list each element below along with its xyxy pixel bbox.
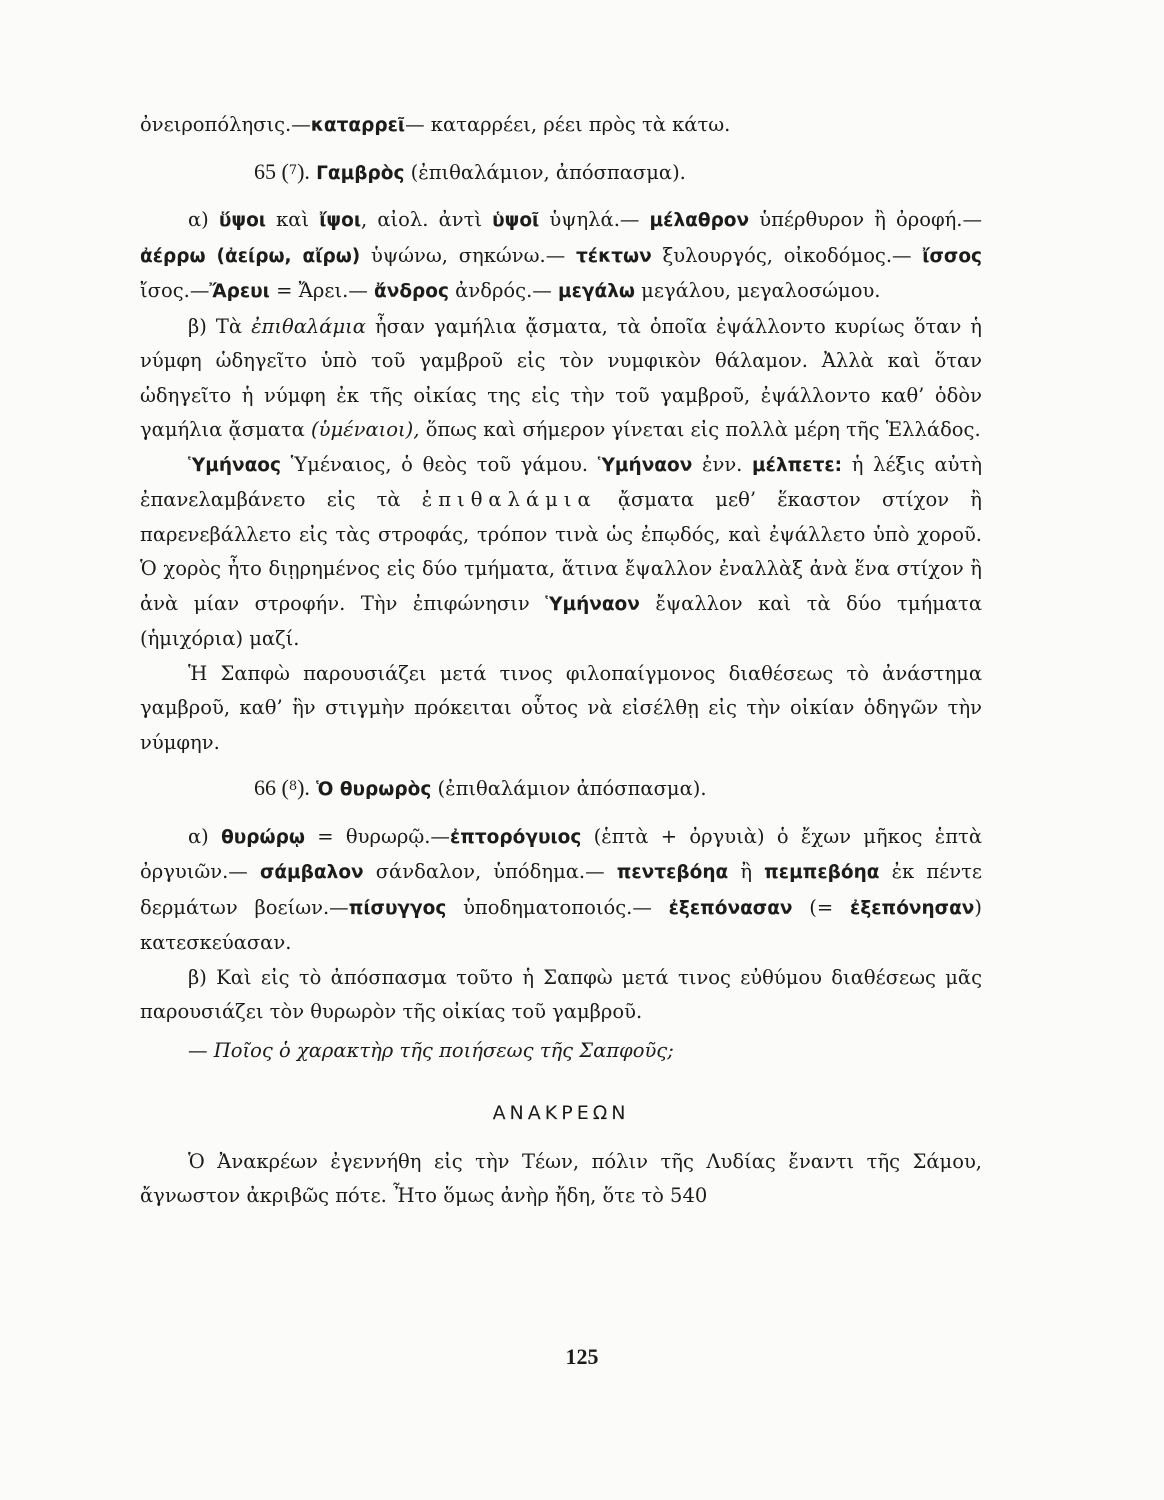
- question: — Ποῖος ὁ χαρακτὴρ τῆς ποιήσεως τῆς Σαπφοῦς;: [188, 1038, 674, 1062]
- entry-heading-65: 65 ($^7$). Γαμβρὸς (ἐπιθαλάμιον, ἀπόσπασμα).: [254, 158, 686, 184]
- entry-title: Γαμβρὸς: [316, 162, 405, 184]
- paragraph-anacreon: Ὁ Ἀνακρέων ἐγεννήθη εἰς τὴν Τέων, πόλιν τῆς Λυδίας ἔναντι τῆς Σάμου, ἄγνωστον ἀκριβῶς πότε. Ἦτο ὅμως ἀνὴρ ἤδη, ὅτε τὸ 540: [140, 1149, 982, 1207]
- paragraph-65a: α) ὕψοι καὶ ἴψοι, αἰολ. ἀντὶ ὑψοῖ ὑψηλά.— μέλαθρον ὑπέρθυρον ἢ ὀροφή.—ἀέρρω (ἀείρω, αἴρω) ὑψώνω, σηκώνω.— τέκτων ξυλουργός, οἰκοδόμος.— ἴσσος ἴσος.—Ἄρευι = Ἄρει.— ἄνδρος ἀνδρός.— μεγάλω μεγάλου, μεγαλοσώμου.: [140, 208, 982, 302]
- paragraph-66a: α) θυρώρῳ = θυρωρῷ.—ἐπτορόγυιος (ἑπτὰ + ὀργυιὰ) ὁ ἔχων μῆκος ἑπτὰ ὀργυιῶν.— σάμβαλον σάνδαλον, ὑπόδημα.— πεντεβόηα ἢ πεμπεβόηα ἐκ πέντε δερμάτων βοείων.—πίσυγγος ὑποδηματοποιός.— ἐξεπόνασαν (= ἐξεπόνησαν) κατεσκεύασαν.: [140, 824, 983, 954]
- term: καταρρεῖ: [310, 115, 406, 136]
- entry-heading-66: 66 ($^8$). Ὁ θυρωρὸς (ἐπιθαλάμιον ἀπόσπασμα).: [254, 775, 707, 800]
- entry-title: Ὁ θυρωρὸς: [316, 779, 432, 800]
- paragraph-65b: β) Τὰ ἐπιθαλάμια ἦσαν γαμήλια ᾄσματα, τὰ ὁποῖα ἐψάλλοντο κυρίως ὅταν ἡ νύμφη ὡδηγεῖτο ὑπὸ τοῦ γαμβροῦ εἰς τὸν νυμφικὸν θάλαμον. Ἀλλὰ καὶ ὅταν ὡδηγεῖτο ἡ νύμφη ἐκ τῆς οἰκίας της εἰς τὴν τοῦ γαμβροῦ, ἐψάλλοντο καθ’ ὁδὸν γαμήλια ᾄσματα (ὑμέναιοι), ὅπως καὶ σήμερον γίνεται εἰς πολλὰ μέρη τῆς Ἑλλάδος.: [140, 314, 982, 441]
- paragraph-intro: ὀνειροπόλησις.—καταρρεῖ— καταρρέει, ρέει πρὸς τὰ κάτω.: [140, 113, 731, 136]
- page-number: 125: [565, 1344, 599, 1369]
- section-title: ΑΝΑΚΡΕΩΝ: [492, 1102, 630, 1124]
- paragraph-66b: β) Καὶ εἰς τὸ ἀπόσπασμα τοῦτο ἡ Σαπφὼ μετά τινος εὐθύμου διαθέσεως μᾶς παρουσιάζει τὸν θυρωρὸν τῆς οἰκίας τοῦ γαμβροῦ.: [140, 965, 982, 1023]
- paragraph-65c: Ὑμήναος Ὑμέναιος, ὁ θεὸς τοῦ γάμου. Ὑμήναον ἐνν. μέλπετε: ἡ λέξις αὐτὴ ἐπανελαμβάνετο εἰς τὰ ἐπιθαλάμια ᾄσματα μεθ’ ἕκαστον στίχον ἢ παρενεβάλλετο εἰς τὰς στροφάς, τρόπον τινὰ ὡς ἐπῳδός, καὶ ἐψάλλετο ὑπὸ χοροῦ. Ὁ χορὸς ἦτο διῃρημένος εἰς δύο τμήματα, ἅτινα ἔψαλλον ἐναλλὰξ ἀνὰ ἕνα στίχον ἢ ἀνὰ μίαν στροφήν. Τὴν ἐπιφώνησιν Ὑμήναον ἔψαλλον καὶ τὰ δύο τμήματα (ἡμιχόρια) μαζί.: [140, 452, 982, 650]
- paragraph-65d: Ἡ Σαπφὼ παρουσιάζει μετά τινος φιλοπαίγμονος διαθέσεως τὸ ἀνάστημα γαμβροῦ, καθ’ ἣν στιγμὴν πρόκειται οὗτος νὰ εἰσέλθῃ εἰς τὴν οἰκίαν ὁδηγῶν τὴν νύμφην.: [140, 661, 982, 754]
- page-body: [140, 108, 982, 1214]
